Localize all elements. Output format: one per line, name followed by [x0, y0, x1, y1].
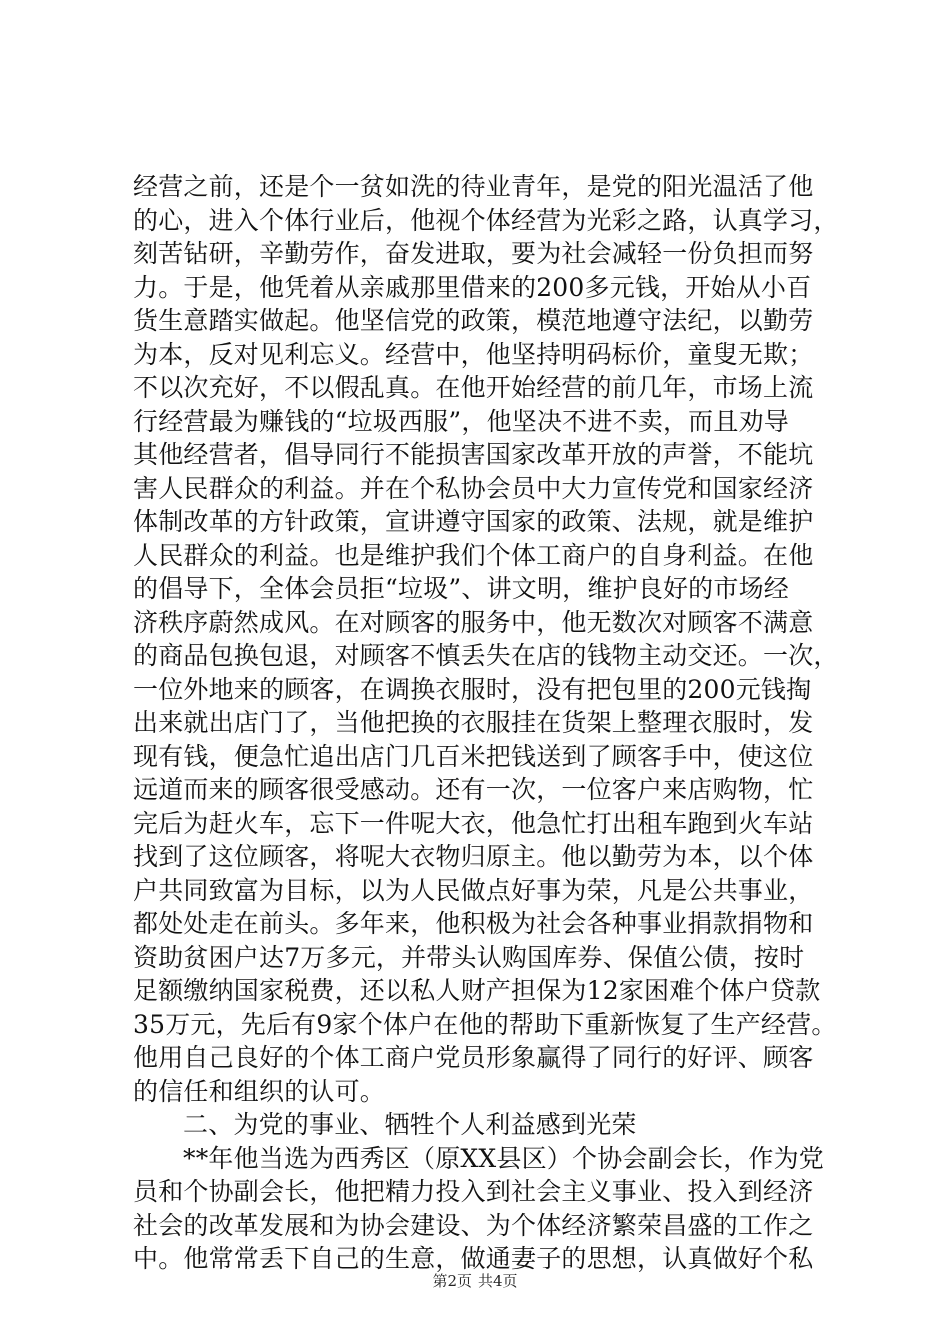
- text-line: 不以次充好，不以假乱真。在他开始经营的前几年，市场上流: [133, 373, 814, 402]
- text-line: 他用自己良好的个体工商户党员形象赢得了同行的好评、顾客: [133, 1043, 814, 1072]
- page-footer: [0, 1271, 950, 1291]
- text-line: 其他经营者，倡导同行不能损害国家改革开放的声誉，不能坑: [133, 440, 814, 469]
- page-number: 第2页: [432, 1272, 472, 1290]
- text-line: 员和个协副会长，他把精力投入到社会主义事业、投入到经济: [133, 1177, 814, 1206]
- text-line: 中。他常常丢下自己的生意，做通妻子的思想，认真做好个私: [133, 1244, 814, 1273]
- text-line: 的心，进入个体行业后，他视个体经营为光彩之路，认真学习，: [133, 205, 839, 235]
- text-line: 的信任和组织的认可。: [133, 1076, 386, 1106]
- text-line: 体制改革的方针政策，宣讲遵守国家的政策、法规，就是维护: [133, 507, 814, 536]
- text-line: 一位外地来的顾客，在调换衣服时，没有把包里的200元钱掏: [133, 674, 812, 704]
- text-line: 完后为赶火车，忘下一件呢大衣，他急忙打出租车跑到火车站: [133, 808, 814, 838]
- text-line: 人民群众的利益。也是维护我们个体工商户的自身利益。在他: [133, 540, 814, 570]
- text-line: 刻苦钻研，辛勤劳作，奋发进取，要为社会减轻一份负担而努: [133, 239, 814, 268]
- text-line: 力。于是，他凭着从亲戚那里借来的200多元钱，开始从小百: [133, 272, 812, 302]
- text-line: 资助贫困户达7万多元，并带头认购国库券、保值公债，按时: [133, 942, 805, 972]
- text-line: **年他当选为西秀区（原XX县区）个协会副会长，作为党: [183, 1143, 824, 1173]
- section-heading: 二、为党的事业、牺牲个人利益感到光荣: [183, 1110, 637, 1139]
- body-text: [133, 170, 839, 1276]
- text-line: 35万元，先后有9家个体户在他的帮助下重新恢复了生产经营。: [133, 1009, 837, 1039]
- text-line: 户共同致富为目标，以为人民做点好事为荣，凡是公共事业，: [133, 875, 814, 905]
- text-line: 找到了这位顾客，将呢大衣物归原主。他以勤劳为本，以个体: [133, 842, 814, 871]
- text-line: 经营之前，还是个一贫如洗的待业青年，是党的阳光温活了他: [133, 172, 814, 201]
- text-line: 行经营最为赚钱的“垃圾西服”，他坚决不进不卖，而且劝导: [133, 406, 789, 436]
- text-line: 出来就出店门了，当他把换的衣服挂在货架上整理衣服时，发: [133, 708, 814, 737]
- text-line: 社会的改革发展和为协会建设、为个体经济繁荣昌盛的工作之: [133, 1210, 814, 1240]
- text-line: 足额缴纳国家税费，还以私人财产担保为12家困难个体户贷款: [133, 976, 821, 1005]
- text-line: 远道而来的顾客很受感动。还有一次，一位客户来店购物，忙: [133, 775, 814, 804]
- text-line: 济秩序蔚然成风。在对顾客的服务中，他无数次对顾客不满意: [133, 607, 814, 637]
- text-line: 现有钱，便急忙追出店门几百米把钱送到了顾客手中，使这位: [133, 741, 814, 771]
- text-line: 都处处走在前头。多年来，他积极为社会各种事业捐款捐物和: [133, 909, 814, 938]
- page-total: 共4页: [478, 1272, 518, 1290]
- text-line: 为本，反对见利忘义。经营中，他坚持明码标价，童叟无欺；: [133, 339, 814, 369]
- text-line: 害人民群众的利益。并在个私协会员中大力宣传党和国家经济: [133, 473, 814, 503]
- text-line: 的倡导下，全体会员拒“垃圾”、讲文明，维护良好的市场经: [133, 574, 789, 603]
- text-line: 的商品包换包退，对顾客不慎丢失在店的钱物主动交还。一次，: [133, 641, 839, 670]
- text-line: 货生意踏实做起。他坚信党的政策，模范地遵守法纪，以勤劳: [133, 306, 814, 335]
